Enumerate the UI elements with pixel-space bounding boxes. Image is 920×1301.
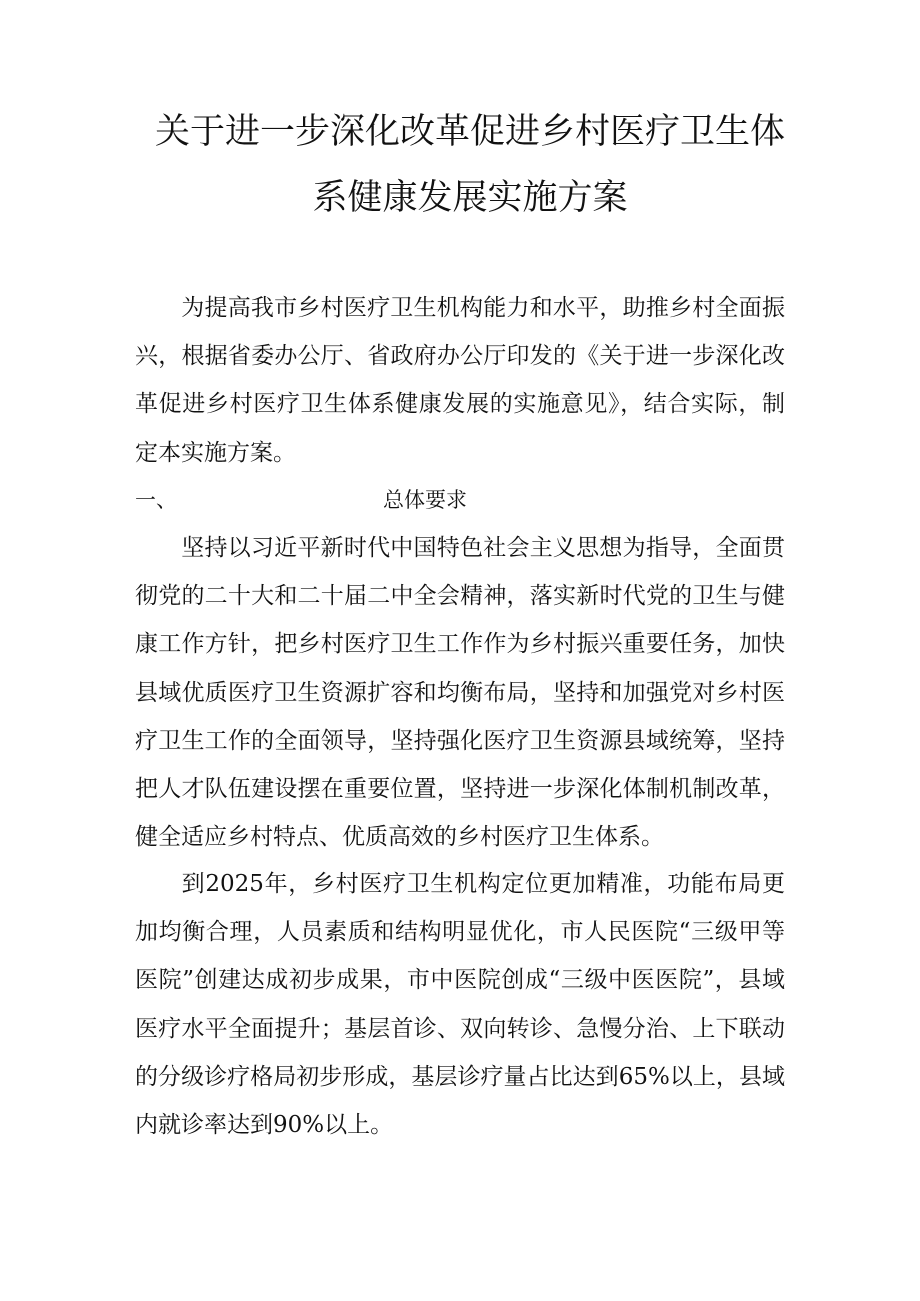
document-title-line-2: 系健康发展实施方案 xyxy=(312,178,628,218)
section-heading-1 xyxy=(135,476,785,524)
paragraph-intro xyxy=(135,284,785,477)
paragraph-general-requirements-text: 坚持以习近平新时代中国特色社会主义思想为指导，全面贯彻党的二十大和二十届二中全会精神，落实新时代党的卫生与健康工作方针，把乡村医疗卫生工作作为乡村振兴重要任务，加快县域优质医疗卫生资源扩容和均衡布局，坚持和加强党对乡村医疗卫生工作的全面领导，坚持强化医疗卫生资源县域统筹，坚持把人才队伍建设摆在重要位置，坚持进一步深化体制机制改革，健全适应乡村特点、优质高效的乡村医疗卫生体系。 xyxy=(135,535,785,851)
document-title-line-1: 关于进一步深化改革促进乡村医疗卫生体 xyxy=(154,112,785,152)
section-title: 总体要求 xyxy=(383,488,467,512)
paragraph-goals-2025 xyxy=(135,860,785,1149)
paragraph-general-requirements xyxy=(135,524,785,861)
section-number: 一、 xyxy=(135,488,177,512)
paragraph-goals-2025-text: 到2025年，乡村医疗卫生机构定位更加精准，功能布局更加均衡合理，人员素质和结构明显优化，市人民医院“三级甲等医院”创建达成初步成果，市中医院创成“三级中医医院”，县域医疗水平全面提升；基层首诊、双向转诊、急慢分治、上下联动的分级诊疗格局初步形成，基层诊疗量占比达到65%以上，县域内就诊率达到90%以上。 xyxy=(135,871,785,1139)
paragraph-intro-text: 为提高我市乡村医疗卫生机构能力和水平，助推乡村全面振兴，根据省委办公厅、省政府办公厅印发的《关于进一步深化改革促进乡村医疗卫生体系健康发展的实施意见》，结合实际，制定本实施方案。 xyxy=(135,295,785,466)
